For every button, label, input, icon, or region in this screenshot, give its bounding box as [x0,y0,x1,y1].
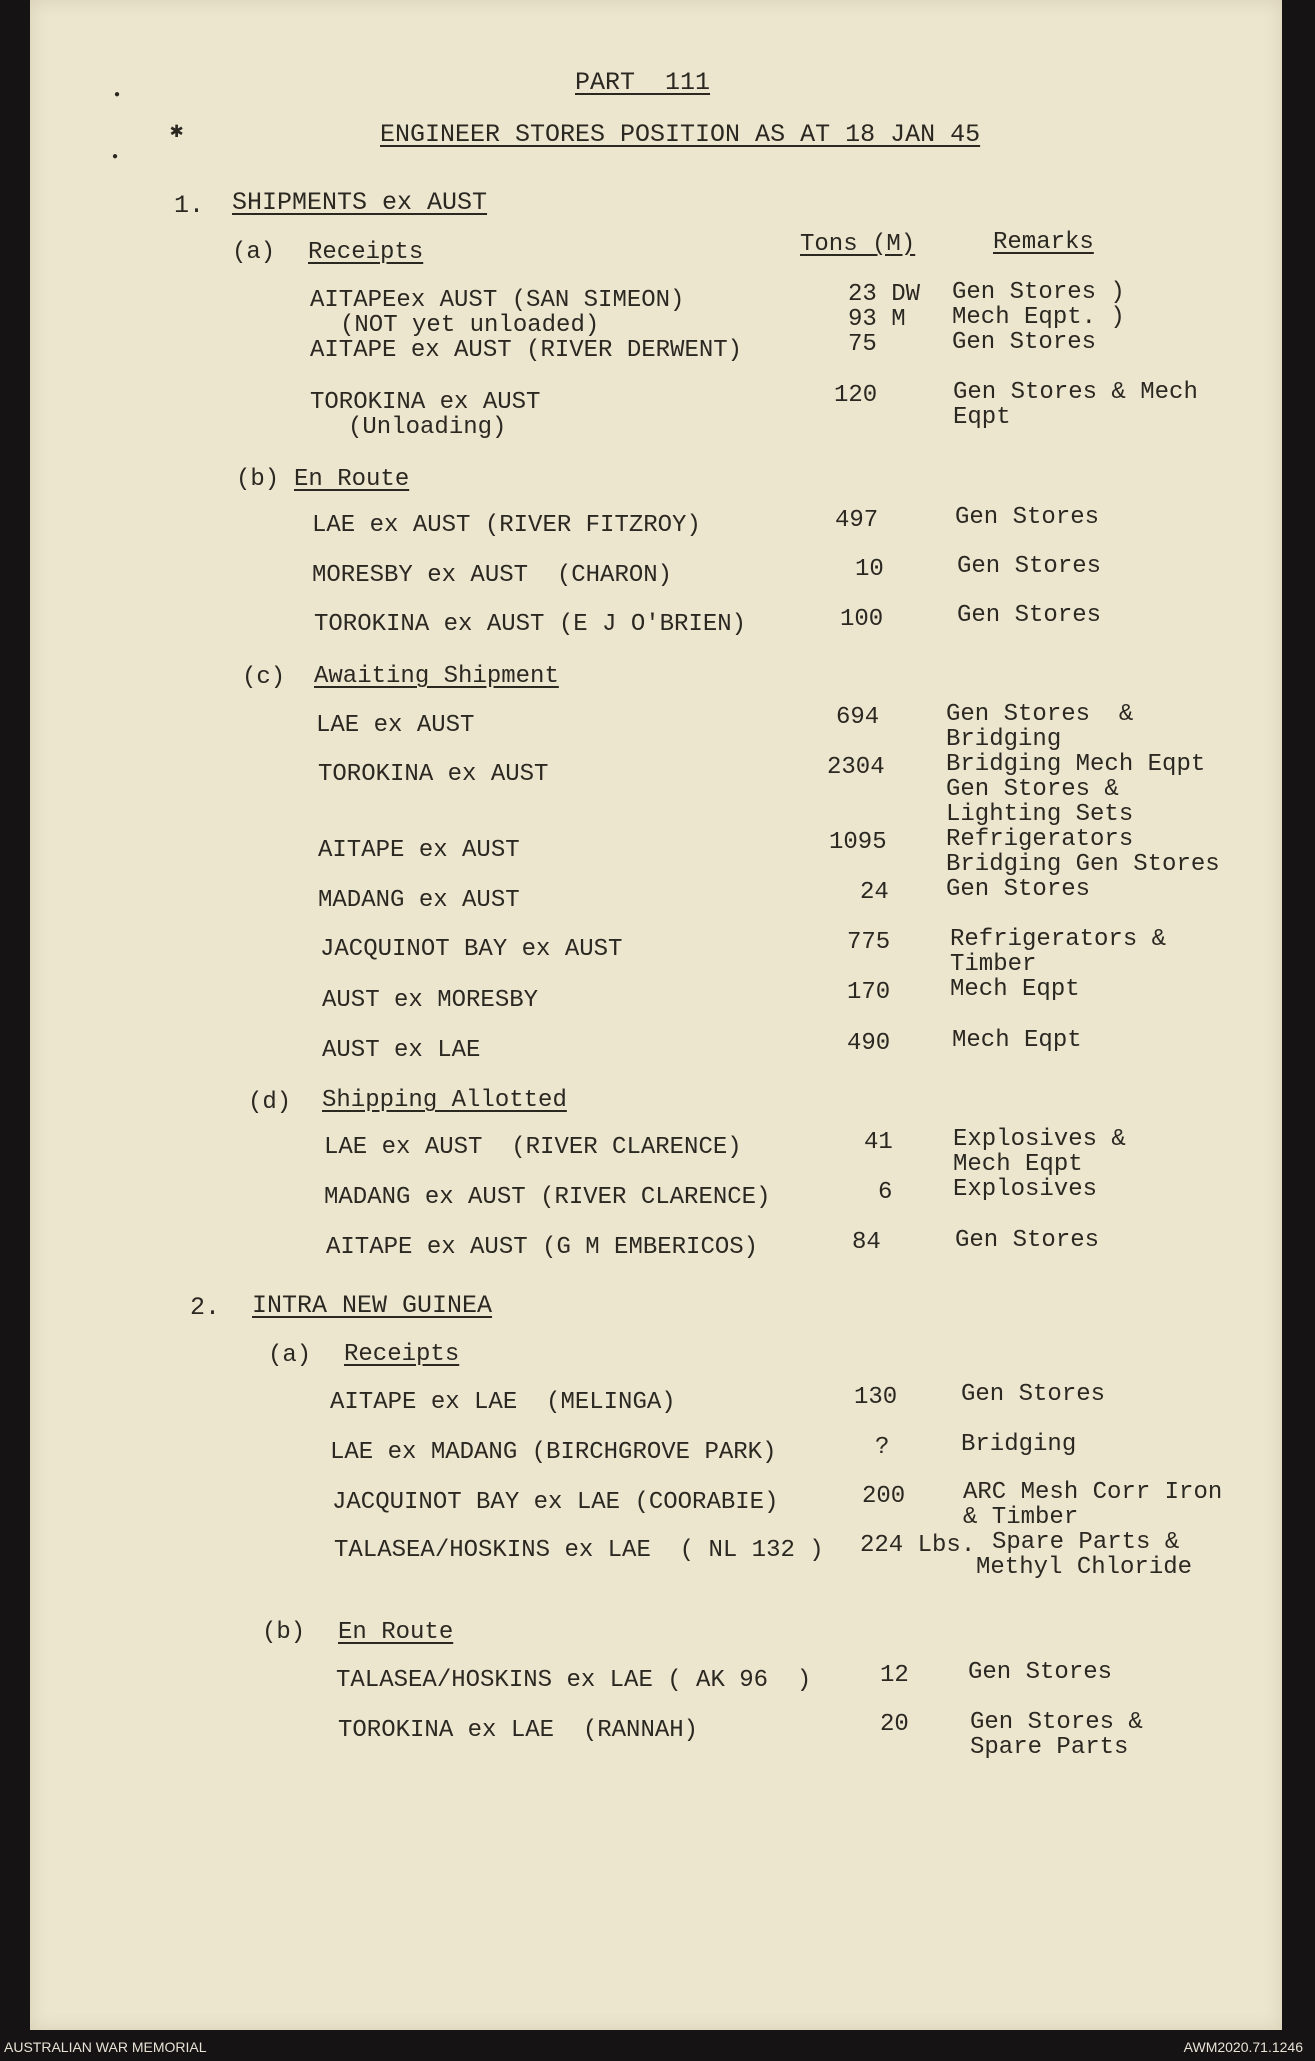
row-remarks: Gen Stores [961,1381,1106,1408]
row-remarks: Gen Stores [957,553,1102,580]
row-remarks: Gen Stores & [946,776,1119,803]
row-tons: 93 M [848,306,906,333]
row-tons: 775 [847,929,891,956]
page-title: ENGINEER STORES POSITION AS AT 18 JAN 45 [380,120,981,149]
row-remarks: Gen Stores & [946,701,1134,728]
row-destination: MADANG ex AUST (RIVER CLARENCE) [324,1184,771,1211]
row-remarks: Mech Eqpt [952,1027,1082,1054]
row-remarks: Gen Stores [955,504,1100,531]
row-destination: TALASEA/HOSKINS ex LAE ( NL 132 ) [334,1537,824,1564]
subsection-label: (a) [268,1342,312,1369]
row-tons: 224 Lbs. [860,1532,976,1559]
row-remarks: Gen Stores [946,876,1091,903]
row-destination: AITAPE ex LAE (MELINGA) [330,1389,676,1416]
row-destination: AUST ex MORESBY [322,987,539,1014]
section-title: INTRA NEW GUINEA [252,1291,493,1320]
margin-dot: ● [114,90,121,101]
row-remarks: Lighting Sets [946,801,1134,828]
subsection-label: (b) [262,1619,306,1646]
row-destination: AITAPE ex AUST [318,837,520,864]
row-tons: 130 [854,1384,898,1411]
column-header-remarks: Remarks [993,229,1094,256]
subsection-label: (d) [248,1089,292,1116]
row-destination: AITAPEex AUST (SAN SIMEON) [310,287,685,314]
row-destination: TALASEA/HOSKINS ex LAE ( AK 96 ) [336,1667,812,1694]
row-tons: 170 [847,979,891,1006]
row-remarks: Spare Parts [970,1734,1129,1761]
row-destination: MORESBY ex AUST (CHARON) [312,562,673,589]
row-remarks: Refrigerators & [950,926,1167,953]
row-tons: 497 [835,507,879,534]
row-remarks: Gen Stores & [970,1709,1143,1736]
row-tons: 20 [880,1711,909,1738]
row-remarks: ARC Mesh Corr Iron [963,1479,1223,1506]
row-remarks: Gen Stores [968,1659,1113,1686]
row-tons: 120 [834,382,878,409]
row-remarks: Gen Stores ) [952,279,1125,306]
subsection-title: En Route [338,1619,454,1646]
margin-mark: ✱ [170,119,184,144]
subsection-title: Receipts [308,239,424,266]
row-remarks: Spare Parts & [992,1529,1180,1556]
row-destination: JACQUINOT BAY ex AUST [320,936,623,963]
subsection-title: Shipping Allotted [322,1087,567,1114]
row-destination: LAE ex AUST (RIVER FITZROY) [312,512,701,539]
row-tons: 24 [860,879,889,906]
row-destination: TOROKINA ex LAE (RANNAH) [338,1717,699,1744]
row-destination: MADANG ex AUST [318,887,520,914]
row-remarks: Eqpt [953,404,1011,431]
row-tons: 41 [864,1129,893,1156]
subsection-label: (a) [232,239,276,266]
footer-institution: AUSTRALIAN WAR MEMORIAL [4,2039,207,2055]
section-number: 1. [174,191,205,220]
row-remarks: Mech Eqpt [950,976,1080,1003]
row-destination: AITAPE ex AUST (RIVER DERWENT) [310,337,743,364]
row-remarks: Mech Eqpt [953,1151,1083,1178]
subsection-label: (b) [236,466,280,493]
row-tons: ? [875,1434,890,1461]
row-destination: (NOT yet unloaded) [340,312,600,339]
row-remarks: Explosives [953,1176,1098,1203]
row-tons: 490 [847,1030,891,1057]
column-header-tons: Tons (M) [800,231,916,258]
row-tons: 84 [852,1229,881,1256]
row-remarks: Bridging Mech Eqpt [946,751,1206,778]
part-heading: PART 111 [575,68,711,97]
row-destination: AITAPE ex AUST (G M EMBERICOS) [326,1234,759,1261]
subsection-label: (c) [242,664,286,691]
footer-accession-number: AWM2020.71.1246 [1183,2039,1303,2055]
row-remarks: Bridging [961,1431,1077,1458]
section-number: 2. [190,1293,221,1322]
row-destination: TOROKINA ex AUST [310,389,541,416]
row-remarks: Gen Stores [955,1227,1100,1254]
row-remarks: Bridging Gen Stores [946,851,1220,878]
row-destination: JACQUINOT BAY ex LAE (COORABIE) [332,1489,779,1516]
row-destination: (Unloading) [348,414,507,441]
row-destination: LAE ex AUST [316,712,475,739]
row-tons: 2304 [827,754,885,781]
row-tons: 6 [878,1179,893,1206]
row-remarks: Gen Stores & Mech [953,379,1198,406]
row-remarks: Methyl Chloride [976,1554,1193,1581]
row-destination: LAE ex AUST (RIVER CLARENCE) [324,1134,742,1161]
row-destination: LAE ex MADANG (BIRCHGROVE PARK) [330,1439,777,1466]
section-title: SHIPMENTS ex AUST [232,188,488,217]
row-tons: 75 [848,331,877,358]
row-remarks: Refrigerators [946,826,1134,853]
row-tons: 1095 [829,829,887,856]
subsection-title: Receipts [344,1341,460,1368]
row-destination: AUST ex LAE [322,1037,481,1064]
row-remarks: & Timber [963,1504,1079,1531]
row-remarks: Explosives & [953,1126,1126,1153]
row-remarks: Gen Stores [957,602,1102,629]
row-remarks: Mech Eqpt. ) [952,304,1125,331]
row-tons: 10 [855,556,884,583]
row-tons: 100 [840,606,884,633]
row-destination: TOROKINA ex AUST [318,761,549,788]
row-remarks: Timber [950,951,1037,978]
row-tons: 200 [862,1483,906,1510]
row-remarks: Gen Stores [952,329,1097,356]
subsection-title: En Route [294,466,410,493]
row-tons: 12 [880,1662,909,1689]
row-tons: 23 DW [848,281,921,308]
row-remarks: Bridging [946,726,1062,753]
margin-dot: ● [112,152,119,163]
row-destination: TOROKINA ex AUST (E J O'BRIEN) [314,611,747,638]
subsection-title: Awaiting Shipment [314,663,559,690]
row-tons: 694 [836,704,880,731]
